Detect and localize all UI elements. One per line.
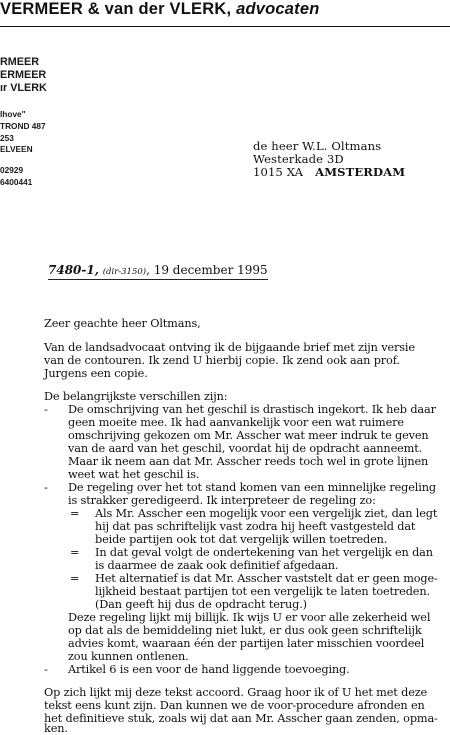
- list-item-line: is strakker geredigeerd. Ik interpreteer de regeling zo:: [68, 494, 376, 507]
- list-item-line: van de aard van het geschil, voordat hij de opdracht aanneemt.: [68, 442, 423, 455]
- recipient-name: de heer W.L. Oltmans: [253, 139, 382, 153]
- firm-tagline: advocaten: [236, 0, 320, 18]
- paragraph-line: Jurgens een copie.: [44, 367, 148, 380]
- list-item-line: weet wat het geschil is.: [68, 468, 200, 481]
- firm-name-text: VERMEER & van der VLERK,: [0, 0, 232, 18]
- salutation: Zeer geachte heer Oltmans,: [44, 317, 201, 330]
- office-address-line: ELVEEN: [0, 144, 33, 154]
- list-item-line: advies komt, waaraan één der partijen later misschien voordeel: [68, 637, 425, 650]
- reference-rule: [48, 279, 268, 280]
- letterhead-rule: [0, 26, 450, 27]
- office-phone: 02929: [0, 165, 24, 175]
- office-fax: 6400441: [0, 177, 33, 187]
- paragraph-line: Van de landsadvocaat ontving ik de bijgaande brief met zijn versie: [44, 341, 415, 354]
- sub-item-line: hij dat pas schriftelijk vast zodra hij heeft vastgesteld dat: [95, 520, 416, 533]
- dash-bullet: -: [44, 403, 48, 416]
- recipient-city: AMSTERDAM: [315, 165, 406, 179]
- reference-number: 7480-1,: [48, 263, 99, 277]
- dash-bullet: -: [44, 481, 48, 494]
- equals-bullet: =: [70, 572, 80, 585]
- closing-line: tekst eens kunt zijn. Dan kunnen we de voor-procedure afronden en: [44, 699, 425, 712]
- paragraph-line: van de contouren. Ik zend U hierbij copie. Ik zend ook aan prof.: [44, 354, 400, 367]
- list-item-line: De regeling over het tot stand komen van een minnelijke regeling: [68, 481, 436, 494]
- equals-bullet: =: [70, 507, 80, 520]
- list-item-line: Artikel 6 is een voor de hand liggende toevoeging.: [68, 663, 350, 676]
- sub-item-line: Het alternatief is dat Mr. Asscher vaststelt dat er geen moge-: [95, 572, 438, 585]
- sub-item-line: is daarmee de zaak ook definitief afgedaan.: [95, 559, 339, 572]
- recipient-street: Westerkade 3D: [253, 152, 344, 166]
- dash-bullet: -: [44, 663, 48, 676]
- list-item-line: Maar ik neem aan dat Mr. Asscher reeds toch wel in grote lijnen: [68, 455, 429, 468]
- reference-line: [48, 263, 268, 277]
- sub-item-line: beide partijen ook tot dat vergelijk willen toetreden.: [95, 533, 388, 546]
- firm-name: [0, 0, 319, 19]
- recipient-city-line: [253, 165, 405, 179]
- equals-bullet: =: [70, 546, 80, 559]
- partner-name: ERMEER: [0, 69, 47, 81]
- closing-line: ken.: [44, 722, 68, 735]
- dictation-code: (dir-3150): [102, 267, 147, 277]
- office-address-line: 253: [0, 133, 14, 143]
- closing-line: het definitieve stuk, zoals wij dat aan Mr. Asscher gaan zenden, opma-: [44, 712, 438, 725]
- office-address-line: TROND 487: [0, 121, 46, 131]
- partner-name: RMEER: [0, 56, 39, 68]
- closing-line: Op zich lijkt mij deze tekst accoord. Graag hoor ik of U het met deze: [44, 686, 428, 699]
- differences-heading: De belangrijkste verschillen zijn:: [44, 390, 228, 403]
- sub-item-line: Als Mr. Asscher een mogelijk voor een vergelijk ziet, dan legt: [95, 507, 438, 520]
- sub-item-line: In dat geval volgt de ondertekening van het vergelijk en dan: [95, 546, 433, 559]
- list-item-line: zou kunnen ontlenen.: [68, 650, 189, 663]
- recipient-postcode: 1015 XA: [253, 165, 304, 179]
- office-address-line: lhove": [0, 109, 26, 119]
- sub-item-line: (Dan geeft hij dus de opdracht terug.): [95, 598, 307, 611]
- list-item-line: op dat als de bemiddeling niet lukt, er dus ook geen schriftelijk: [68, 624, 422, 637]
- letter-date: , 19 december 1995: [146, 263, 268, 277]
- list-item-line: omschrijving gekozen om Mr. Asscher wat meer indruk te geven: [68, 429, 429, 442]
- partner-name: ır VLERK: [0, 82, 47, 94]
- list-item-line: Deze regeling lijkt mij billijk. Ik wijs U er voor alle zekerheid wel: [68, 611, 431, 624]
- list-item-line: De omschrijving van het geschil is drastisch ingekort. Ik heb daar: [68, 403, 436, 416]
- sub-item-line: lijkheid bestaat partijen tot een vergelijk te laten toetreden.: [95, 585, 430, 598]
- list-item-line: geen moeite mee. Ik had aanvankelijk voor een wat ruimere: [68, 416, 404, 429]
